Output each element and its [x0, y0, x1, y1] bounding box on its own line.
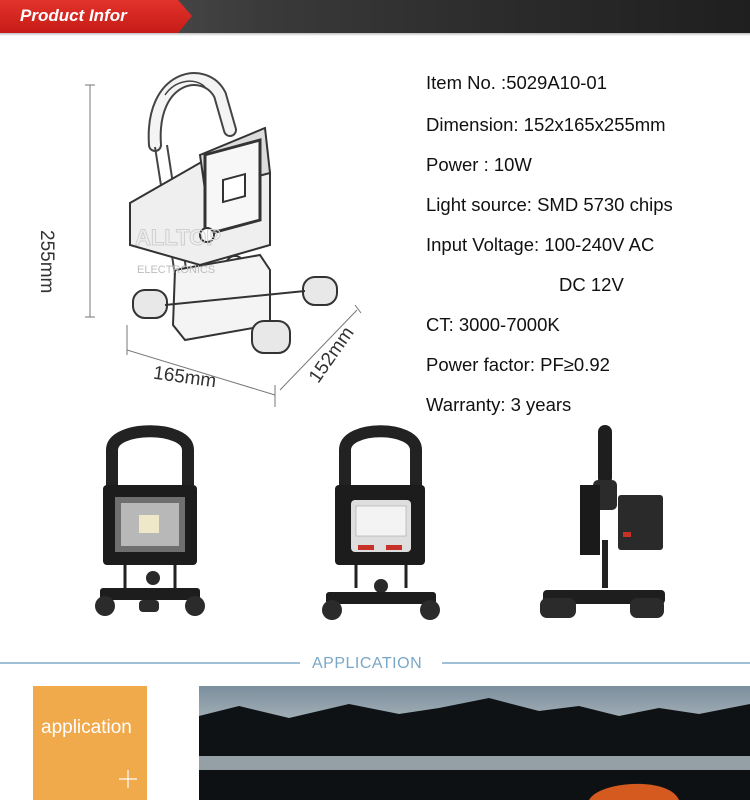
section-title: Product Infor — [20, 6, 127, 25]
spec-color-temperature: CT: 3000-7000K — [426, 314, 560, 335]
application-photo — [199, 686, 750, 800]
application-tile-label: application — [41, 717, 132, 738]
svg-text:ELECTRONICS: ELECTRONICS — [137, 264, 216, 276]
spec-item-no: Item No. :5029A10-01 — [426, 72, 607, 93]
spec-dimension: Dimension: 152x165x255mm — [426, 114, 666, 135]
application-tile[interactable] — [33, 686, 147, 800]
dimension-diagram — [36, 55, 385, 415]
product-photo-back — [318, 420, 443, 625]
spec-light-source: Light source: SMD 5730 chips — [426, 194, 673, 215]
height-dimension-label: 255mm — [36, 230, 57, 294]
product-photo-front — [85, 420, 215, 625]
section-header — [0, 0, 750, 36]
divider-left — [0, 662, 300, 664]
spec-input-voltage: Input Voltage: 100-240V AC — [426, 234, 655, 255]
spec-power: Power : 10W — [426, 154, 532, 175]
plus-icon — [119, 770, 137, 788]
width-dimension-label: 165mm — [151, 362, 218, 393]
divider-right — [442, 662, 750, 664]
spec-warranty: Warranty: 3 years — [426, 394, 572, 415]
application-heading: APPLICATION — [312, 655, 423, 672]
spec-dc-voltage: DC 12V — [559, 274, 624, 295]
depth-dimension-label: 152mm — [305, 323, 359, 388]
header-shadow — [0, 33, 750, 36]
product-photo-side — [535, 420, 665, 625]
spec-power-factor: Power factor: PF≥0.92 — [426, 354, 610, 375]
svg-text:ALLTOP: ALLTOP — [135, 225, 221, 250]
